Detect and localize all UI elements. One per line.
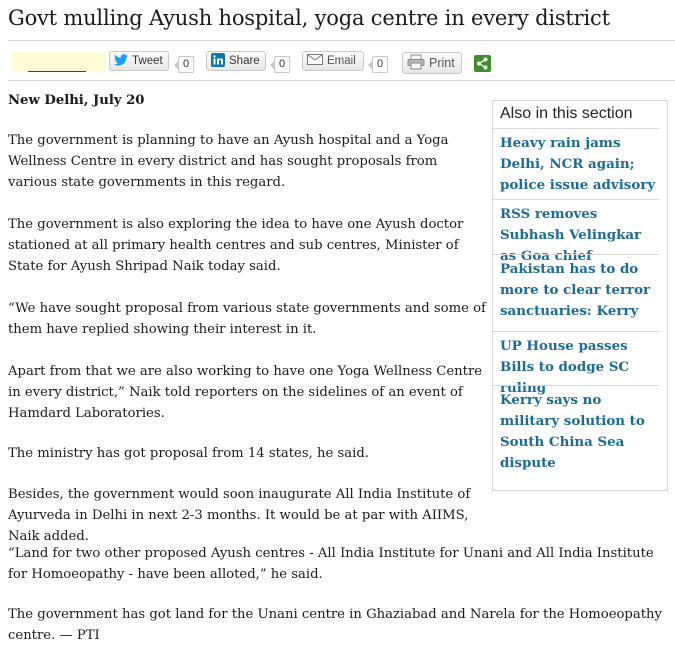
linkedin-share-label: Share (229, 55, 260, 67)
linkedin-icon (211, 53, 225, 70)
article-paragraph: Besides, the government would soon inaugurate All India Institute of Ayurveda in Delhi in next 2-3 months. It would be at par with AIIMS, Naik added. (8, 487, 471, 544)
sidebar-link[interactable]: RSS removes Subhash Velingkar as Goa chief (500, 206, 642, 264)
print-label: Print (429, 56, 455, 70)
email-label: Email (327, 55, 356, 67)
tweet-label: Tweet (132, 55, 163, 67)
article-paragraph: Apart from that we are also working to have one Yoga Wellness Centre in every district,” Naik told reporters on the sidelines of an event of Hamdard Laboratories. (8, 364, 483, 421)
highlight-box (12, 52, 106, 72)
linkedin-share-button[interactable] (206, 51, 266, 71)
sidebar-link[interactable]: UP House passes Bills to dodge SC ruling (500, 338, 630, 396)
printer-icon (407, 54, 425, 73)
email-button[interactable] (302, 51, 364, 71)
sidebar-item (493, 385, 659, 474)
article-paragraph: The ministry has got proposal from 14 states, he said. (8, 446, 369, 461)
share-toolbar (8, 40, 675, 81)
also-in-section-sidebar (492, 100, 668, 491)
article-paragraph: “Land for two other proposed Ayush centres - All India Institute for Unani and All India Institute for Homoeopathy - have been alloted,” he said. (8, 546, 654, 582)
email-count: 0 (372, 56, 388, 73)
article-paragraph: The government has got land for the Unani centre in Ghaziabad and Narela for the Homoeopathy centre. — PTI (8, 607, 662, 643)
print-button[interactable] (402, 52, 462, 74)
tweet-button[interactable] (109, 51, 169, 71)
article-dateline: New Delhi, July 20 (8, 93, 145, 108)
linkedin-share-count: 0 (274, 56, 290, 73)
sidebar-item (493, 254, 659, 322)
underline-accent (28, 71, 86, 72)
article-paragraph: The government is planning to have an Ayush hospital and a Yoga Wellness Centre in every district and has sought proposals from various state governments in this regard. (8, 133, 449, 190)
article-paragraph: The government is also exploring the idea to have one Ayush doctor stationed at all primary health centres and sub centres, Minister of State for Ayush Shripad Naik today said. (8, 217, 464, 274)
sidebar-item (493, 128, 659, 196)
article-headline: Govt mulling Ayush hospital, yoga centre in every district (8, 6, 610, 30)
article-paragraph: “We have sought proposal from various state governments and some of them have replied showing their interest in it. (8, 301, 486, 337)
share-nodes-icon (474, 55, 491, 72)
share-button[interactable] (474, 55, 491, 72)
sidebar-link[interactable]: Heavy rain jams Delhi, NCR again; police issue advisory (500, 135, 656, 193)
tweet-count: 0 (178, 56, 194, 73)
sidebar-link[interactable]: Kerry says no military solution to South China Sea dispute (500, 392, 645, 471)
sidebar-title: Also in this section (500, 105, 633, 122)
envelope-icon (307, 54, 323, 68)
twitter-bird-icon (114, 54, 128, 69)
sidebar-link[interactable]: Pakistan has to do more to clear terror sanctuaries: Kerry (500, 261, 651, 319)
